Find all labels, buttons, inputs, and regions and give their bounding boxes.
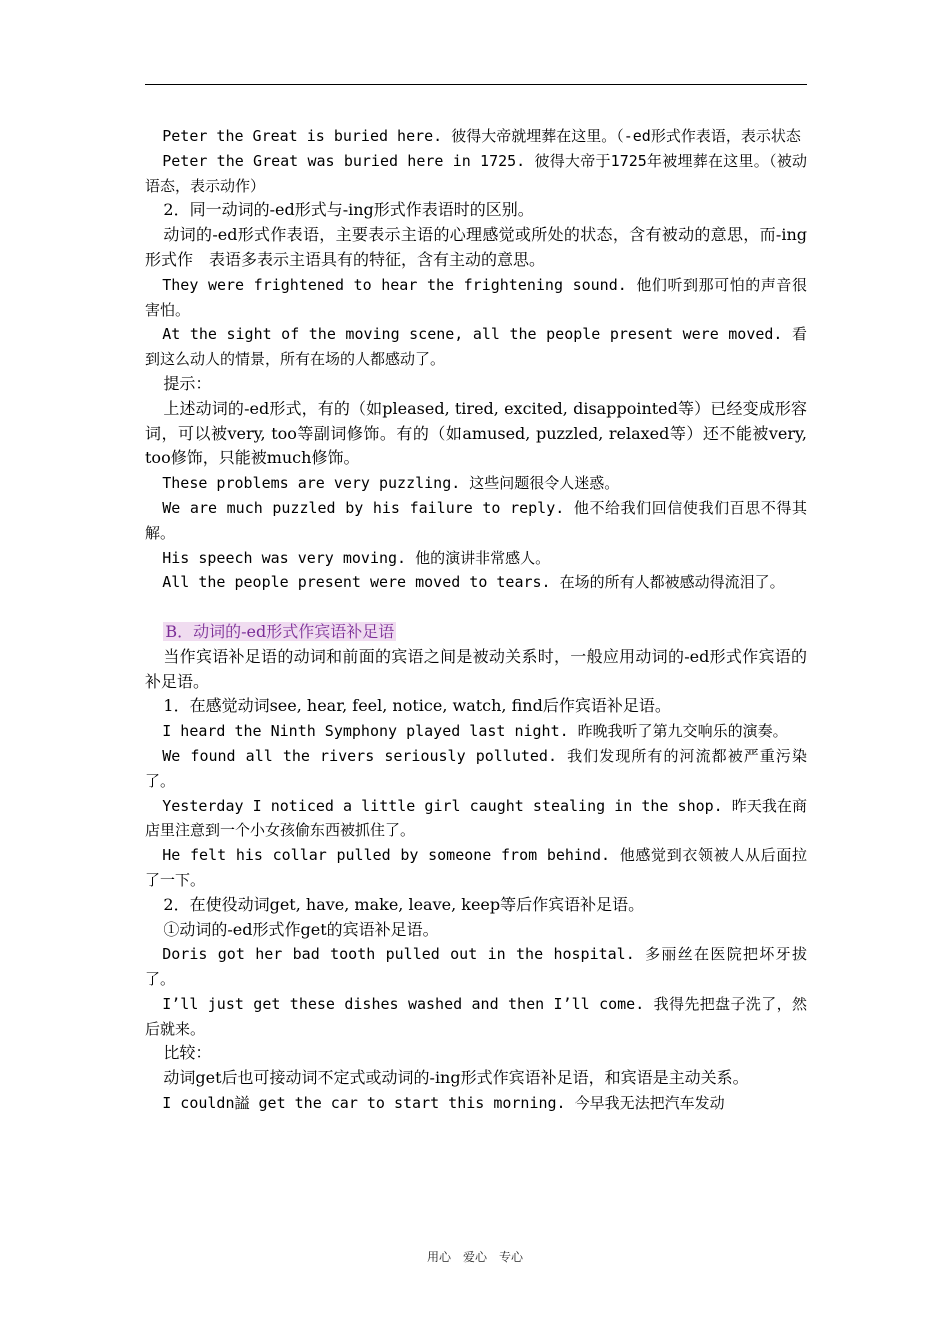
paragraph: We found all the rivers seriously polluted. 我们发现所有的河流都被严重污染了。 xyxy=(145,746,807,790)
page-footer: 用心 爱心 专心 xyxy=(426,1250,523,1264)
paragraph: I’ll just get these dishes washed and then I’ll come. 我得先把盘子洗了，然后就来。 xyxy=(145,994,807,1038)
paragraph: Doris got her bad tooth pulled out in the hospital. 多丽丝在医院把坏牙拔了。 xyxy=(145,945,807,989)
paragraph: I couldn謚 get the car to start this morning. 今早我无法把汽车发动 xyxy=(162,1094,725,1113)
paragraph: ①动词的-ed形式作get的宾语补足语。 xyxy=(163,919,439,939)
paragraph: They were frightened to hear the frightening sound. 他们听到那可怕的声音很害怕。 xyxy=(145,275,807,319)
paragraph: Peter the Great was buried here in 1725. 彼得大帝于1725年被埋葬在这里。（被动语态，表示动作） xyxy=(145,151,807,195)
paragraph: 1．在感觉动词see, hear, feel, notice, watch, find后作宾语补足语。 xyxy=(163,696,671,716)
paragraph: All the people present were moved to tears. 在场的所有人都被感动得流泪了。 xyxy=(162,573,785,592)
paragraph: 2．同一动词的-ed形式与-ing形式作表语时的区别。 xyxy=(163,200,534,220)
paragraph: His speech was very moving. 他的演讲非常感人。 xyxy=(162,548,551,567)
paragraph: 动词的-ed形式作表语，主要表示主语的心理感觉或所处的状态，含有被动的意思，而-ing形式作 表语多表示主语具有的特征，含有主动的意思。 xyxy=(145,225,807,269)
paragraph: 提示： xyxy=(163,373,212,393)
paragraph: 比较： xyxy=(163,1043,212,1063)
spacer xyxy=(145,595,807,620)
paragraph: These problems are very puzzling. 这些问题很令人迷惑。 xyxy=(162,474,620,493)
header-rule xyxy=(145,84,807,85)
paragraph: 动词get后也可接动词不定式或动词的-ing形式作宾语补足语，和宾语是主动关系。 xyxy=(163,1068,749,1088)
paragraph: Peter the Great is buried here. 彼得大帝就埋葬在这里。（-ed形式作表语，表示状态 xyxy=(162,127,801,145)
paragraph: He felt his collar pulled by someone from behind. 他感觉到衣领被人从后面拉了一下。 xyxy=(145,846,807,889)
paragraph: We are much puzzled by his failure to reply. 他不给我们回信使我们百思不得其解。 xyxy=(145,498,807,542)
paragraph: 上述动词的-ed形式，有的（如pleased, tired, excited, disappointed等）已经变成形容词，可以被very, too等副词修饰。有的（如amused, puzzled, relaxed等）还不能被very, too修饰，只能被much修饰。 xyxy=(145,398,807,468)
paragraph: I heard the Ninth Symphony played last night. 昨晚我听了第九交响乐的演奏。 xyxy=(162,722,788,741)
paragraph: At the sight of the moving scene, all the people present were moved. 看到这么动人的情景，所有在场的人都感动了。 xyxy=(145,325,807,369)
document-body xyxy=(145,124,807,1116)
paragraph: 2．在使役动词get, have, make, leave, keep等后作宾语补足语。 xyxy=(163,894,645,914)
paragraph: 当作宾语补足语的动词和前面的宾语之间是被动关系时，一般应用动词的-ed形式作宾语的补足语。 xyxy=(145,646,807,691)
section-heading-text: B．动词的-ed形式作宾语补足语 xyxy=(165,621,395,641)
paragraph: Yesterday I noticed a little girl caught stealing in the shop. 昨天我在商店里注意到一个小女孩偷东西被抓住了。 xyxy=(145,796,807,840)
section-heading xyxy=(145,620,807,645)
